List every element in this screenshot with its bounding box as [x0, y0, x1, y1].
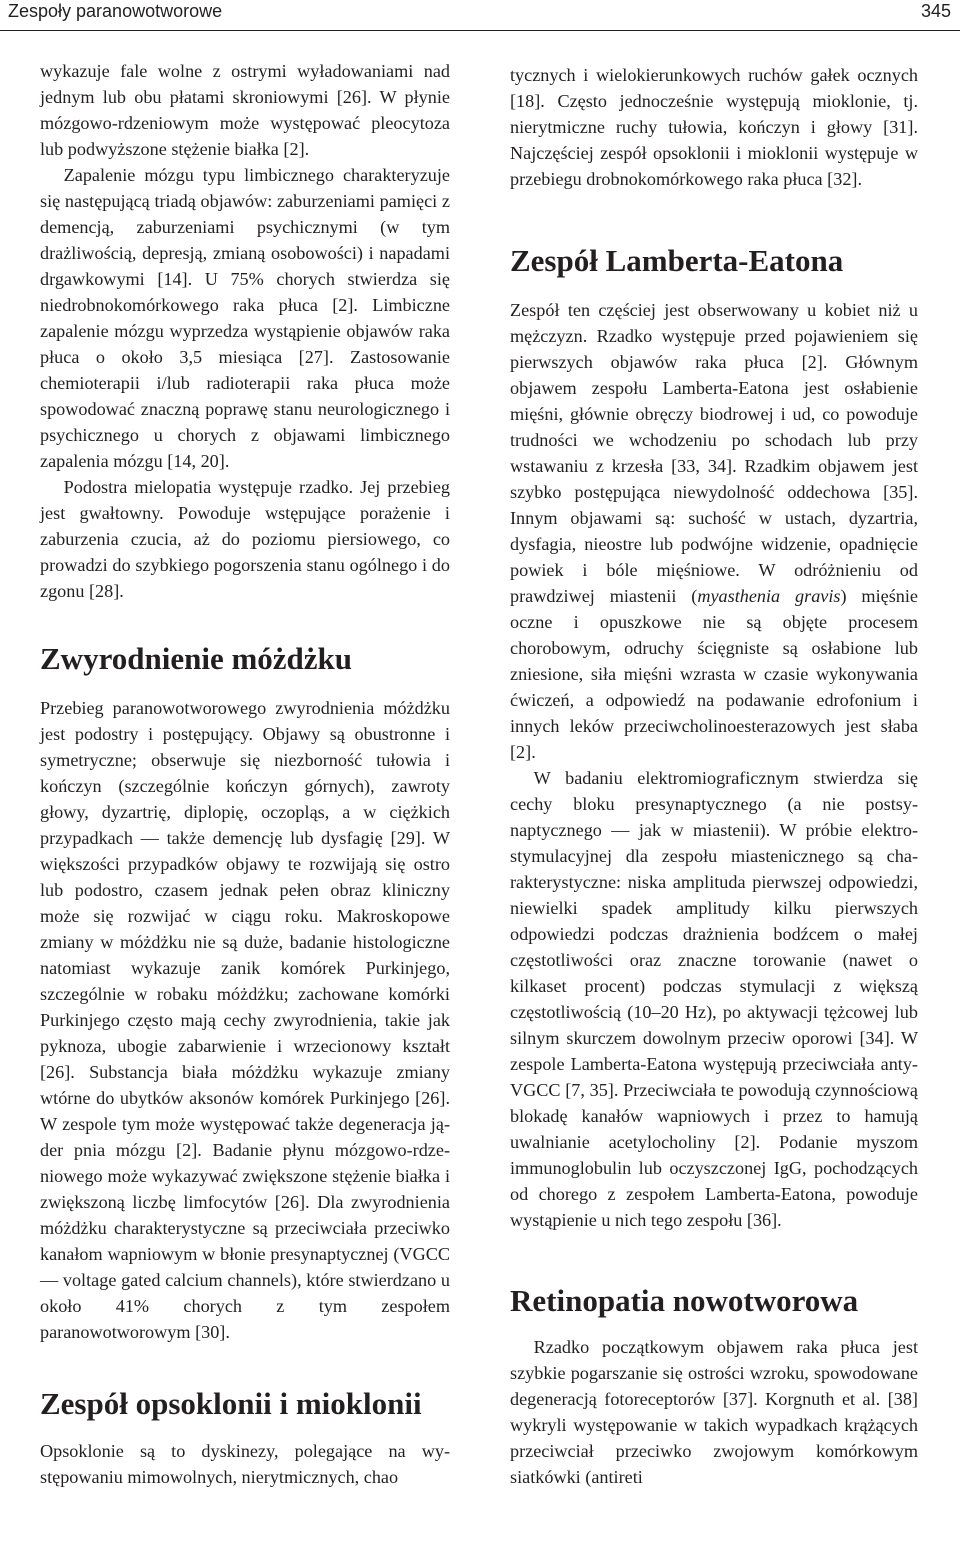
page-number: 345: [920, 1, 951, 21]
heading-cancer-retinopathy: Retinopatia nowotworowa: [510, 1283, 859, 1318]
running-title: Zespoły paranowotworowe: [8, 1, 223, 21]
paragraph-myelopathy: Podostra mielopatia występuje rzadko. Jej przebieg jest gwałtowny. Powoduje wstępujące porażenie i zaburzenia czucia, aż do poziomu piersiowego, co prowadzi do szybkiego pogorszenia stanu ogólnego i do zgonu [28].: [40, 477, 450, 601]
left-column: [40, 58, 450, 1490]
paragraph-opsoclonus-continued: tycznych i wielokierunkowych ruchów gałek ocznych [18]. Często jednocześnie występują mioklonie, tj. nierytmiczne ruchy tułowia, kończyn i głowy [31]. Najczęściej zespół opsoklonii i mioklonii występuje w przebiegu drobnokomórkowego raka płuca [32].: [510, 65, 918, 189]
heading-cerebellar-degeneration: Zwyrodnienie móżdżku: [40, 641, 353, 676]
text-run: Zespół ten częściej jest obserwowany u kobiet niż u mężczyzn. Rzadko występuje przed pojawieniem się pierwszych objawów raka płuca [2]. Głównym objawem zespołu Lamberta-Eatona jest osłabienie mięśni, głównie obręczy biodrowej i ud, co powoduje trudności we wchodzeniu po schodach lub przy wstawaniu z krzesła [33, 34]. Rzadkim objawem jest szybko postępująca niewydolność oddechowa [35]. Innym objawami są: suchość w ustach, dyzartria, dysfagia, nieostre lub podwójne widzenie, opadnięcie powiek i bóle mięśniowe. W odróżnieniu od prawdziwej miastenii (: [510, 300, 918, 606]
heading-lambert-eaton: Zespół Lamberta-Eatona: [510, 243, 844, 278]
paragraph-cerebellar-degeneration: Przebieg paranowotworowego zwyrodnienia móżdżku jest podostry i postępujący. Objawy są obustronne i symetryczne; obserwuje się niezborność tułowia i kończyn (szczególnie kończyn górnych), zawroty głowy, dyzartrię, diplopię, oczopląs, a w ciężkich przypadkach — także demencję lub dysfagię [29]. W większości przypadków objawy te rozwijają się ostro lub podostro, czasem jednak pełen obraz kliniczny może się rozwijać w ciągu roku. Makroskopowe zmiany w móżdżku nie są duże, badanie histologiczne natomiast wykazuje zanik komórek Purkinjego, szczególnie w robaku móżdżku; zachowane komórki Purkinjego często mają cechy zwyrodnienia, takie jak pyknoza, ubogie zabarwienie i wrzecionowy kształt [26]. Substancja biała móżdżku wykazuje zmiany wtórne do ubytków aksonów komórek Purkinjego [26]. W zespole tym może występować także degeneracja jąder pnia mózgu [2]. Badanie płynu mózgowo-rdzeniowego może wykazywać zwiększone stężenie białka i zwiększoną liczbę limfocytów [26]. Dla zwyrodnienia móżdżku charakterystyczne są przeciwciała przeciwko kanałom wapniowym w błonie presynaptycznej (VGCC — voltage gated calcium channels), które stwierdzano u około 41% chorych z tym zespołem paranowotworowym [30].: [40, 698, 450, 1342]
paragraph-limbic-encephalitis: Zapalenie mózgu typu limbicznego charakteryzuje się następującą triadą objawów: zaburzeniami pamięci z demencją, zaburzeniami psychicznymi (w tym drażliwością, depresją, zmianą osobowości) i napadami drgawkowymi [14]. U 75% chorych stwierdza się niedrobnokomórkowego raka płuca [2]. Limbiczne zapalenie mózgu wyprzedza wystąpienie objawów raka płuca o około 3,5 miesiąca [27]. Zastosowanie chemioterapii i/lub radioterapii raka płuca może spowodować znaczną poprawę stanu neurologicznego i psychicznego u chorych z objawami limbicznego zapalenia mózgu [14, 20].: [40, 165, 450, 471]
italic-term: myasthenia gravis: [697, 586, 841, 606]
paragraph-emg-findings: W badaniu elektromiograficznym stwierdza się cechy bloku presynaptycznego (a nie postsynaptycznego — jak w miastenii). W próbie elektrostymulacyjnej dla zespołu miastenicznego są charakterystyczne: niska amplituda pierwszej odpowiedzi, niewielki spadek amplitudy kilku pierwszych odpowiedzi podczas drażnienia bodźcem o małej częstotliwości oraz znaczne torowanie (nawet o kilkaset procent) podczas stymulacji z większą częstotliwością (10–20 Hz), po aktywacji tężcowej lub silnym skurczem dowolnym przeciw oporowi [34]. W zespole Lamberta-Eatona występują przeciwciała anty-VGCC [7, 35]. Przeciwciała te powodują czynnościową blokadę kanałów wapniowych i przez to hamują uwalnianie acetylocholiny [2]. Podanie myszom immunoglobulin lub oczyszczonej IgG, pochodzących od chorego z zespołem Lamberta-Eatona, powoduje wystąpienie u nich tego zespołu [36].: [510, 768, 918, 1230]
paragraph-eeg-csf: wykazuje fale wolne z ostrymi wyładowaniami nad jednym lub obu płatami skroniowymi [26]. W płynie mózgowo-rdzeniowym może występować pleocytoza lub podwyższone stężenie białka [2].: [40, 61, 450, 159]
page-header: [0, 0, 960, 40]
paragraph-retinopathy: Rzadko początkowym objawem raka płuca jest szybkie pogarszanie się ostrości wzroku, spowodowane degeneracją fotoreceptorów [37]. Korgnuth et al. [38] wykryli występowanie w takich wypadkach krążących przeciwciał przeciwko zwojowym komórkowym siatkówki (antireti: [510, 1337, 918, 1487]
header-rule: [0, 30, 960, 31]
heading-opsoclonus-myoclonus: Zespół opsoklonii i mioklonii: [40, 1386, 422, 1421]
right-column: [510, 58, 918, 1490]
paragraph-opsoclonus-start: Opsoklonie są to dyskinezy, polegające na występowaniu mimowolnych, nierytmicznych, chao: [40, 1441, 450, 1487]
text-run: ) mięśnie oczne i opuszkowe nie są objęte procesem chorobowym, odruchy ścięgniste są osłabione lub zniesione, siła mięśni wzrasta w czasie wykonywania ćwiczeń, a odpowiedź na podawanie edrofonium i innych leków przeciwcholinoesterazowych jest słaba [2].: [510, 586, 918, 762]
paragraph-lambert-eaton-symptoms: [510, 297, 918, 765]
